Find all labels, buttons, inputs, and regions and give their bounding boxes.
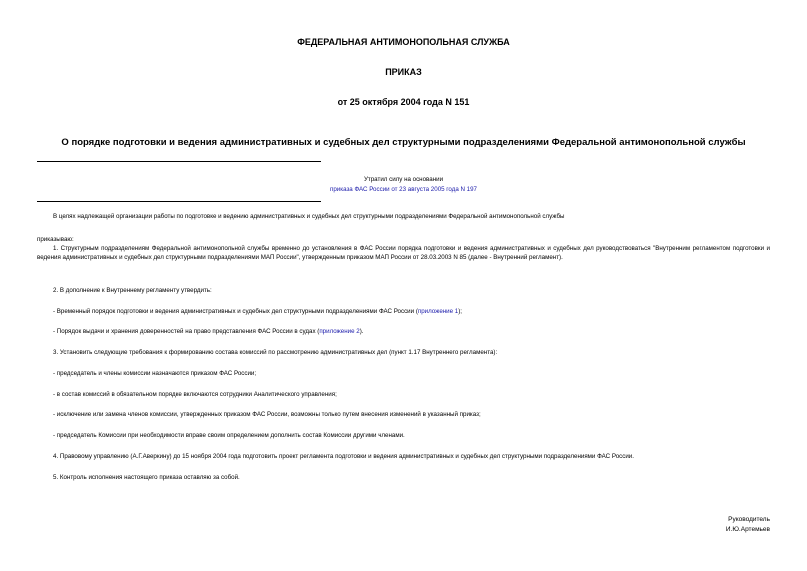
status-note: Утратил силу на основании (363, 176, 444, 183)
paragraph-2a-text: - Временный порядок подготовки и ведения административных и судебных дел структурными подразделениями ФАС России ( (53, 308, 418, 315)
intro-paragraph: В целях надлежащей организации работы по подготовке и ведению административных и судебных дел структурными подразделениями Федеральной антимонопольной службы (53, 213, 565, 220)
appendix-1-link[interactable]: приложение 1 (417, 308, 459, 315)
paragraph-4: 4. Правовому управлению (А.Г.Аверкину) до 15 ноября 2004 года подготовить проект регламента подготовки и ведения административных и судебных дел структурными подразделениями ФАС России. (53, 453, 634, 460)
doc-type: ПРИКАЗ (385, 67, 422, 77)
signature-name: И.Ю.Артемьев (725, 526, 770, 533)
agency-name: ФЕДЕРАЛЬНАЯ АНТИМОНОПОЛЬНАЯ СЛУЖБА (297, 37, 510, 47)
paragraph-2b-text: - Порядок выдачи и хранения доверенностей на право представления ФАС России в судах ( (53, 328, 320, 335)
paragraph-3a: - председатель и члены комиссии назначаются приказом ФАС России; (53, 370, 257, 377)
status-link[interactable]: приказа ФАС России от 23 августа 2005 года N 197 (330, 186, 477, 193)
paragraph-2b-tail: ). (359, 328, 364, 335)
paragraph-3c: - исключение или замена членов комиссии, утвержденных приказом ФАС России, возможны только путем внесения изменений в указанный приказ; (53, 411, 481, 418)
divider-top (37, 161, 321, 162)
paragraph-3d: - председатель Комиссии при необходимости вправе своим определением дополнить состав Комиссии другими членами. (53, 432, 405, 439)
paragraph-2a (37, 308, 770, 317)
paragraph-3b: - в состав комиссий в обязательном порядке включаются сотрудники Аналитического управления; (53, 391, 337, 398)
paragraph-2b (37, 328, 770, 337)
paragraph-5: 5. Контроль исполнения настоящего приказа оставляю за собой. (53, 474, 240, 481)
paragraph-3: 3. Установить следующие требования к формированию состава комиссий по рассмотрению административных дел (пункт 1.17 Внутреннего регламента): (53, 349, 498, 356)
paragraph-2a-tail: ); (458, 308, 463, 315)
paragraph-2: 2. В дополнение к Внутреннему регламенту утвердить: (53, 287, 212, 294)
appendix-2-link[interactable]: приложение 2 (319, 328, 360, 335)
paragraph-1: 1. Структурным подразделениям Федеральной антимонопольной службы временно до установления в ФАС России порядка подготовки и ведения административных и судебных дел руководствоваться "Внутренним регламентом подготовки и ведения административных и судебных дел структурными подразделениями МАП России", утвержденным приказом МАП России от 28.03.2003 N 85 (далее - Внутренний регламент). (37, 245, 770, 261)
doc-date-number: от 25 октября 2004 года N 151 (337, 97, 470, 107)
order-word: приказываю: (37, 236, 74, 243)
divider-bottom (37, 201, 321, 202)
signature-position: Руководитель (728, 516, 770, 523)
doc-title: О порядке подготовки и ведения административных и судебных дел структурными подразделениями Федеральной антимонопольной службы (61, 137, 746, 148)
